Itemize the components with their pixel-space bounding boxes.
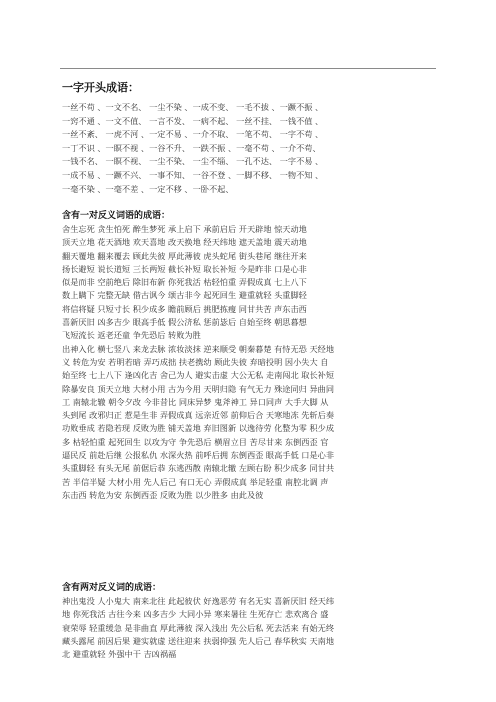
text-line: 逼民反 前赴后继 公报私仇 水深火热 前呼后拥 东倒西歪 眼高手低 口是心非	[62, 450, 335, 461]
text-line: 头重脚轻 有头无尾 前倨后恭 东逃西散 南辕北辙 左顾右盼 积少成多 同甘共	[62, 463, 335, 474]
text-line: 多 枯轻怕重 起死回生 以攻为守 争先恐后 横眉立目 苦尽甘来 东倒西歪 官	[62, 436, 329, 447]
text-line: 始至终 七上八下 逢凶化吉 舍己为人 避实击虚 大公无私 走南闯北 取长补短	[62, 370, 335, 381]
text-line: 义 转危为安 若明若暗 弄巧成拙 扶老携幼 顾此失彼 弃暗投明 因小失大 自	[62, 356, 329, 367]
text-line: 神出鬼没 人小鬼大 南来北往 此起彼伏 好逸恶劳 有名无实 喜新厌旧 经天纬	[62, 596, 335, 606]
section-title: 一字开头成语：	[62, 81, 139, 94]
text-line: 一丝不紊、 一虎不河 、一定不易 、一介不取、 一笔不苟、 一字不苟 、	[62, 129, 324, 140]
text-line: 飞短流长 返老还童 争先恐后 转败为胜	[62, 330, 201, 341]
text-line: 一毫不染 、一毫不差 、一定不移 、一卧不起、	[62, 183, 234, 194]
text-line: 一成不易 、一蹶不兴、 一事不知、 一谷不登 、一脚不移、 一物不知 、	[62, 169, 324, 180]
text-line: 一丁不识 、一瞑不视 、一谷不升、 一跌不振 、一毫不苟 、一介不苟、	[62, 142, 321, 153]
text-line: 翻天覆地 翻来覆去 顾此失彼 厚此薄彼 虎头蛇尾 街头巷尾 继往开来	[62, 250, 307, 261]
text-line: 似是而非 空前绝后 除旧布新 你死我活 枯轻怕重 弄假成真 七上八下	[62, 277, 307, 288]
section-one-antonym-pair	[62, 210, 440, 502]
text-line: 喜新厌旧 凶多吉少 眼高手低 假公济私 惩前毖后 自始至终 朝思暮想	[62, 317, 307, 328]
text-line: 工 南辕北辙 朝令夕改 今非昔比 同床异梦 鬼斧神工 异口同声 大手大脚 从	[62, 396, 329, 407]
text-line: 北 避重就轻 外强中干 吉凶祸福	[62, 649, 177, 660]
section-title: 含有两对反义词的成语：	[62, 583, 162, 593]
text-line: 苦 半信半疑 大材小用 先人后己 有口无心 弄假成真 举足轻重 南腔北调 声	[62, 476, 329, 487]
section-title: 含有一对反义词语的成语：	[62, 211, 171, 221]
text-line: 顶天立地 花天酒地 欢天喜地 改天换地 经天纬地 遮天盖地 震天动地	[62, 237, 307, 248]
text-line: 头到尾 改邪归正 惹是生非 弄假成真 远亲近邻 前仰后合 天寒地冻 先斩后奏	[62, 410, 335, 421]
text-line: 数上瞒下 完整无缺 借古讽今 颂古非今 起死回生 避重就轻 头重脚轻	[62, 290, 307, 301]
text-line: 除暴安良 顶天立地 大材小用 古为今用 天明归隐 有气无力 殊途同归 异曲同	[62, 383, 335, 394]
text-line: 一钱不名、 一瞑不视、 一尘不染、 一尘不缁、 一孔不达、 一字不易 、	[62, 156, 324, 167]
text-line: 东击西 转危为安 东倒西歪 反败为胜 以少胜多 由此及彼	[62, 489, 264, 500]
text-line: 将信将疑 只短寸长 积少成多 瞻前顾后 挑肥拣瘦 同甘共苦 声东击西	[62, 303, 307, 314]
text-line: 扬长避短 说长道短 三长两短 截长补短 取长补短 今是昨非 口是心非	[62, 263, 307, 274]
text-line: 功败垂成 若隐若现 反败为胜 铺天盖地 弃旧图新 以逸待劳 化整为零 积少成	[62, 423, 335, 434]
text-line: 地 你死我活 古往今来 凶多吉少 大同小异 寒来暑往 生死存亡 悲欢离合 盛	[62, 609, 329, 620]
text-line: 藏头露尾 前因后果 避实就虚 送往迎来 扶弱抑强 先人后己 春华秋实 天南地	[62, 635, 335, 646]
text-line: 出神入化 横七竖八 来龙去脉 浓妆淡抹 逆来顺受 朝秦暮楚 有恃无恐 天经地	[62, 343, 335, 354]
section-two-antonym-pairs	[62, 582, 440, 661]
text-line: 一丝不苟 、一文不名、 一尘不染 、一成不变、 一毛不拔 、一蹶不振 、	[62, 102, 324, 112]
text-line: 舍生忘死 贪生怕死 醉生梦死 承上启下 承前启后 开天辟地 惊天动地	[62, 224, 307, 234]
top-divider	[60, 68, 436, 69]
text-line: 衰荣辱 轻重缓急 是非曲直 厚此薄彼 深入浅出 先公后私 死去活来 有始无终	[62, 622, 335, 633]
text-line: 一窍不通 、一文不值、 一言不发、 一病不起、 一丝不挂、 一钱不值 、	[62, 115, 324, 126]
section-single-char-idioms	[62, 81, 440, 196]
